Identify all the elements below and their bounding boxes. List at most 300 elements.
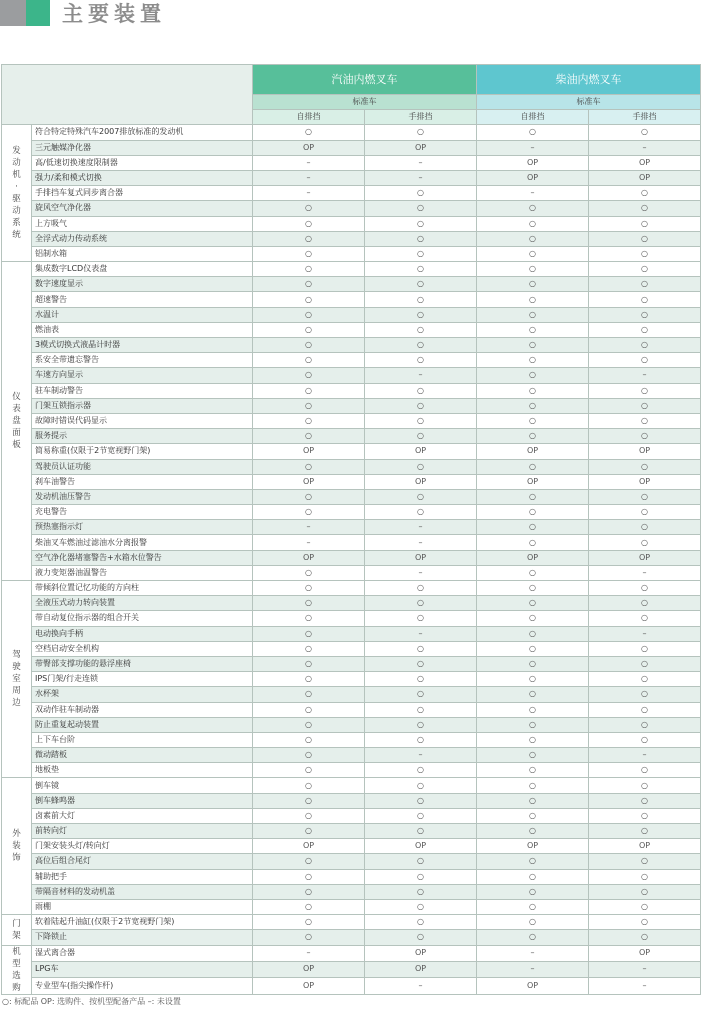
availability-cell: ○ (253, 581, 365, 596)
availability-cell: ○ (477, 292, 589, 307)
availability-cell: ○ (253, 246, 365, 261)
availability-cell: ○ (589, 672, 701, 687)
availability-cell: ○ (477, 869, 589, 884)
availability-cell: ○ (589, 763, 701, 778)
feature-name: 旋风空气净化器 (32, 201, 253, 216)
table-row (2, 869, 701, 884)
availability-cell: – (477, 945, 589, 961)
availability-cell: ○ (365, 338, 477, 353)
availability-cell: ○ (365, 429, 477, 444)
feature-name: 车速方向显示 (32, 368, 253, 383)
availability-cell: OP (589, 444, 701, 459)
availability-cell: ○ (253, 398, 365, 413)
table-row (2, 368, 701, 383)
feature-name: 手排挡车复式同步离合器 (32, 186, 253, 201)
table-body (2, 125, 701, 994)
availability-cell: – (365, 520, 477, 535)
feature-name: 带自动复位指示器的组合开关 (32, 611, 253, 626)
availability-cell: ○ (589, 641, 701, 656)
table-row (2, 353, 701, 368)
availability-cell: ○ (477, 398, 589, 413)
category-label: 外装饰 (12, 829, 21, 864)
availability-cell: ○ (477, 368, 589, 383)
availability-cell: ○ (365, 702, 477, 717)
availability-cell: ○ (477, 808, 589, 823)
availability-cell: OP (589, 170, 701, 185)
availability-cell: ○ (365, 899, 477, 914)
availability-cell: ○ (253, 565, 365, 580)
diesel-auto-header: 自排挡 (477, 110, 589, 125)
availability-cell: ○ (253, 793, 365, 808)
table-row (2, 292, 701, 307)
table-row (2, 884, 701, 899)
feature-name: 双动作驻车制动器 (32, 702, 253, 717)
availability-cell: ○ (365, 201, 477, 216)
availability-cell: ○ (253, 307, 365, 322)
table-row (2, 216, 701, 231)
availability-cell: ○ (477, 353, 589, 368)
availability-cell: ○ (589, 778, 701, 793)
availability-cell: OP (253, 550, 365, 565)
availability-cell: ○ (365, 262, 477, 277)
availability-cell: OP (365, 945, 477, 961)
availability-cell: OP (477, 839, 589, 854)
availability-cell: ○ (253, 869, 365, 884)
availability-cell: – (365, 155, 477, 170)
availability-cell: ○ (477, 884, 589, 899)
availability-cell: ○ (253, 687, 365, 702)
feature-name: LPG车 (32, 961, 253, 977)
availability-cell: ○ (253, 322, 365, 337)
availability-cell: ○ (589, 125, 701, 140)
feature-name: 带倾斜位置记忆功能的方向柱 (32, 581, 253, 596)
table-row (2, 262, 701, 277)
table-row (2, 246, 701, 261)
category-cell (2, 915, 32, 945)
availability-cell: ○ (589, 338, 701, 353)
table-row (2, 915, 701, 930)
availability-cell: – (589, 565, 701, 580)
availability-cell: ○ (589, 246, 701, 261)
feature-name: 3模式切换式液晶计时器 (32, 338, 253, 353)
availability-cell: ○ (589, 262, 701, 277)
table-row (2, 429, 701, 444)
availability-cell: ○ (589, 459, 701, 474)
feature-name: 门架安装头灯/转向灯 (32, 839, 253, 854)
availability-cell: ○ (365, 186, 477, 201)
availability-cell: ○ (253, 125, 365, 140)
availability-cell: ○ (365, 413, 477, 428)
availability-cell: OP (589, 155, 701, 170)
availability-cell: OP (253, 444, 365, 459)
availability-cell: ○ (477, 338, 589, 353)
availability-cell: ○ (365, 641, 477, 656)
availability-cell: – (477, 961, 589, 977)
table-row (2, 565, 701, 580)
feature-name: 上方吸气 (32, 216, 253, 231)
availability-cell: OP (253, 474, 365, 489)
availability-cell: ○ (253, 915, 365, 930)
feature-name: 驾驶员认证功能 (32, 459, 253, 474)
availability-cell: ○ (365, 383, 477, 398)
feature-name: 地板垫 (32, 763, 253, 778)
availability-cell: OP (365, 550, 477, 565)
availability-cell: OP (253, 140, 365, 155)
availability-cell: ○ (253, 216, 365, 231)
table-row (2, 581, 701, 596)
availability-cell: ○ (589, 915, 701, 930)
feature-name: 雨棚 (32, 899, 253, 914)
feature-name: 高位后组合尾灯 (32, 854, 253, 869)
availability-cell: ○ (365, 505, 477, 520)
table-row (2, 717, 701, 732)
availability-cell: ○ (253, 672, 365, 687)
feature-name: 三元触媒净化器 (32, 140, 253, 155)
availability-cell: ○ (589, 535, 701, 550)
feature-name: 微动踏板 (32, 748, 253, 763)
feature-name: 超速警告 (32, 292, 253, 307)
availability-cell: OP (477, 550, 589, 565)
availability-cell: ○ (477, 748, 589, 763)
table-row (2, 611, 701, 626)
availability-cell: ○ (477, 322, 589, 337)
availability-cell: ○ (365, 292, 477, 307)
feature-name: 前转向灯 (32, 824, 253, 839)
category-label: 驾驶室周边 (12, 650, 21, 709)
availability-cell: ○ (253, 778, 365, 793)
table-row (2, 839, 701, 854)
feature-name: 倒车镜 (32, 778, 253, 793)
table-row (2, 899, 701, 914)
availability-cell: – (589, 140, 701, 155)
availability-cell: ○ (253, 413, 365, 428)
availability-cell: OP (365, 961, 477, 977)
table-corner (2, 65, 253, 125)
availability-cell: ○ (477, 383, 589, 398)
feature-name: 空气净化器堵塞警告+水箱水位警告 (32, 550, 253, 565)
table-row (2, 978, 701, 994)
table-row (2, 641, 701, 656)
availability-cell: ○ (365, 307, 477, 322)
table-row (2, 702, 701, 717)
table-row (2, 687, 701, 702)
availability-cell: ○ (365, 459, 477, 474)
gas-manual-header: 手排挡 (365, 110, 477, 125)
availability-cell: ○ (589, 899, 701, 914)
table-row (2, 732, 701, 747)
availability-cell: ○ (253, 611, 365, 626)
availability-cell: OP (253, 978, 365, 994)
table-row (2, 231, 701, 246)
feature-name: 卤素前大灯 (32, 808, 253, 823)
table-row (2, 125, 701, 140)
table-row (2, 307, 701, 322)
feature-name: 门架互锁指示器 (32, 398, 253, 413)
table-row (2, 778, 701, 793)
availability-cell: – (589, 748, 701, 763)
green-square-icon (26, 0, 50, 26)
availability-cell: ○ (365, 717, 477, 732)
table-row (2, 186, 701, 201)
availability-cell: ○ (365, 732, 477, 747)
availability-cell: OP (365, 474, 477, 489)
availability-cell: – (253, 170, 365, 185)
feature-name: 下降锁止 (32, 930, 253, 945)
feature-name: IPS门架/行走连锁 (32, 672, 253, 687)
feature-name: 故障时错误代码显示 (32, 413, 253, 428)
availability-cell: ○ (589, 413, 701, 428)
availability-cell: ○ (589, 808, 701, 823)
feature-name: 上下车台阶 (32, 732, 253, 747)
feature-name: 空档启动安全机构 (32, 641, 253, 656)
availability-cell: ○ (253, 641, 365, 656)
table-row (2, 535, 701, 550)
availability-cell: ○ (365, 824, 477, 839)
availability-cell: ○ (477, 687, 589, 702)
availability-cell: ○ (253, 429, 365, 444)
feature-name: 带隔音材料的发动机盖 (32, 884, 253, 899)
availability-cell: – (253, 520, 365, 535)
availability-cell: ○ (477, 611, 589, 626)
table-row (2, 626, 701, 641)
table-row (2, 930, 701, 945)
feature-name: 全液压式动力转向装置 (32, 596, 253, 611)
availability-cell: ○ (477, 216, 589, 231)
availability-cell: ○ (477, 672, 589, 687)
feature-name: 刹车油警告 (32, 474, 253, 489)
availability-cell: ○ (253, 262, 365, 277)
availability-cell: ○ (253, 717, 365, 732)
availability-cell: ○ (253, 292, 365, 307)
feature-name: 驻车制动警告 (32, 383, 253, 398)
availability-cell: – (365, 170, 477, 185)
feature-name: 简易称重(仅限于2节宽视野门架) (32, 444, 253, 459)
table-row (2, 444, 701, 459)
feature-name: 符合特定特殊汽车2007排放标准的发动机 (32, 125, 253, 140)
availability-cell: ○ (253, 656, 365, 671)
availability-cell: ○ (365, 611, 477, 626)
availability-cell: – (365, 535, 477, 550)
table-row (2, 383, 701, 398)
feature-name: 系安全带遗忘警告 (32, 353, 253, 368)
availability-cell: OP (589, 474, 701, 489)
availability-cell: ○ (477, 824, 589, 839)
feature-name: 充电警告 (32, 505, 253, 520)
availability-cell: – (365, 978, 477, 994)
availability-cell: OP (365, 839, 477, 854)
availability-cell: – (589, 978, 701, 994)
availability-cell: OP (365, 444, 477, 459)
availability-cell: ○ (477, 581, 589, 596)
availability-cell: ○ (477, 565, 589, 580)
availability-cell: ○ (589, 884, 701, 899)
availability-cell: ○ (253, 596, 365, 611)
table-row (2, 398, 701, 413)
availability-cell: ○ (253, 854, 365, 869)
category-label: 门架 (12, 918, 21, 941)
availability-cell: ○ (365, 231, 477, 246)
table-row (2, 550, 701, 565)
availability-cell: – (589, 368, 701, 383)
availability-cell: – (477, 140, 589, 155)
availability-cell: ○ (253, 702, 365, 717)
availability-cell: ○ (477, 429, 589, 444)
availability-cell: ○ (365, 353, 477, 368)
availability-cell: ○ (589, 353, 701, 368)
feature-name: 发动机油压警告 (32, 489, 253, 504)
availability-cell: ○ (253, 930, 365, 945)
availability-cell: ○ (365, 930, 477, 945)
availability-cell: ○ (253, 459, 365, 474)
feature-name: 水杯架 (32, 687, 253, 702)
feature-name: 专业型车(指尖操作杆) (32, 978, 253, 994)
feature-name: 高/低速切换速度限制器 (32, 155, 253, 170)
availability-cell: ○ (253, 824, 365, 839)
availability-cell: ○ (477, 899, 589, 914)
diesel-forklift-header: 柴油内燃叉车 (477, 65, 701, 95)
diesel-manual-header: 手排挡 (589, 110, 701, 125)
availability-cell: ○ (477, 717, 589, 732)
table-row (2, 748, 701, 763)
table-row (2, 489, 701, 504)
table-row (2, 170, 701, 185)
availability-cell: ○ (589, 398, 701, 413)
feature-name: 水温计 (32, 307, 253, 322)
page-title: 主要装置 (62, 2, 166, 26)
table-row (2, 596, 701, 611)
availability-cell: ○ (589, 322, 701, 337)
feature-name: 强力/柔和模式切换 (32, 170, 253, 185)
availability-cell: – (365, 368, 477, 383)
availability-cell: ○ (365, 125, 477, 140)
availability-cell: ○ (365, 854, 477, 869)
availability-cell: ○ (589, 824, 701, 839)
availability-cell: ○ (253, 353, 365, 368)
category-cell (2, 778, 32, 915)
availability-cell: ○ (477, 231, 589, 246)
availability-cell: ○ (477, 505, 589, 520)
availability-cell: ○ (365, 581, 477, 596)
equipment-table (1, 64, 701, 995)
availability-cell: ○ (477, 702, 589, 717)
availability-cell: – (253, 945, 365, 961)
availability-cell: ○ (589, 231, 701, 246)
availability-cell: ○ (253, 899, 365, 914)
availability-cell: ○ (365, 656, 477, 671)
gas-standard-header: 标准车 (253, 95, 477, 110)
availability-cell: ○ (589, 489, 701, 504)
table-row (2, 277, 701, 292)
availability-cell: ○ (589, 702, 701, 717)
availability-cell: ○ (589, 581, 701, 596)
table-row (2, 672, 701, 687)
availability-cell: ○ (365, 398, 477, 413)
availability-cell: ○ (365, 869, 477, 884)
availability-cell: ○ (589, 277, 701, 292)
availability-cell: ○ (589, 596, 701, 611)
availability-cell: ○ (477, 778, 589, 793)
availability-cell: OP (253, 961, 365, 977)
availability-cell: ○ (477, 246, 589, 261)
availability-cell: ○ (365, 246, 477, 261)
availability-cell: ○ (477, 413, 589, 428)
gas-auto-header: 自排挡 (253, 110, 365, 125)
availability-cell: – (253, 186, 365, 201)
availability-cell: ○ (477, 277, 589, 292)
availability-cell: ○ (253, 884, 365, 899)
availability-cell: ○ (477, 459, 589, 474)
table-row (2, 808, 701, 823)
availability-cell: ○ (477, 854, 589, 869)
feature-name: 液力变矩器油温警告 (32, 565, 253, 580)
availability-cell: – (365, 565, 477, 580)
feature-name: 防止重复起动装置 (32, 717, 253, 732)
availability-cell: ○ (589, 611, 701, 626)
availability-cell: ○ (477, 520, 589, 535)
availability-cell: OP (477, 474, 589, 489)
availability-cell: ○ (589, 869, 701, 884)
availability-cell: ○ (477, 763, 589, 778)
diesel-standard-header: 标准车 (477, 95, 701, 110)
section-header (0, 0, 702, 26)
category-label: 仪表盘面板 (12, 392, 21, 451)
availability-cell: ○ (253, 763, 365, 778)
feature-name: 软着陆起升油缸(仅限于2节宽视野门架) (32, 915, 253, 930)
feature-name: 柴油叉车燃油过滤油水分离报警 (32, 535, 253, 550)
availability-cell: OP (477, 978, 589, 994)
feature-name: 倒车蜂鸣器 (32, 793, 253, 808)
category-cell (2, 581, 32, 778)
availability-cell: ○ (365, 489, 477, 504)
table-row (2, 201, 701, 216)
availability-cell: ○ (365, 915, 477, 930)
table-row (2, 520, 701, 535)
availability-cell: ○ (477, 915, 589, 930)
availability-cell: ○ (365, 793, 477, 808)
table-row (2, 793, 701, 808)
availability-cell: ○ (589, 520, 701, 535)
availability-cell: ○ (589, 186, 701, 201)
feature-name: 铝制水箱 (32, 246, 253, 261)
availability-cell: ○ (365, 322, 477, 337)
availability-cell: ○ (253, 277, 365, 292)
availability-cell: ○ (477, 201, 589, 216)
availability-cell: – (477, 186, 589, 201)
availability-cell: ○ (253, 748, 365, 763)
availability-cell: ○ (589, 505, 701, 520)
table-row (2, 459, 701, 474)
availability-cell: ○ (589, 793, 701, 808)
availability-cell: ○ (589, 732, 701, 747)
availability-cell: OP (589, 839, 701, 854)
availability-cell: – (253, 535, 365, 550)
availability-cell: OP (477, 444, 589, 459)
table-row (2, 505, 701, 520)
availability-cell: OP (477, 170, 589, 185)
availability-cell: ○ (477, 489, 589, 504)
availability-cell: OP (589, 945, 701, 961)
feature-name: 数字速度显示 (32, 277, 253, 292)
availability-cell: ○ (589, 216, 701, 231)
availability-cell: ○ (253, 201, 365, 216)
table-row (2, 824, 701, 839)
availability-cell: ○ (477, 656, 589, 671)
table-row (2, 155, 701, 170)
availability-cell: ○ (365, 778, 477, 793)
availability-cell: ○ (477, 262, 589, 277)
availability-cell: ○ (253, 808, 365, 823)
availability-cell: ○ (365, 277, 477, 292)
